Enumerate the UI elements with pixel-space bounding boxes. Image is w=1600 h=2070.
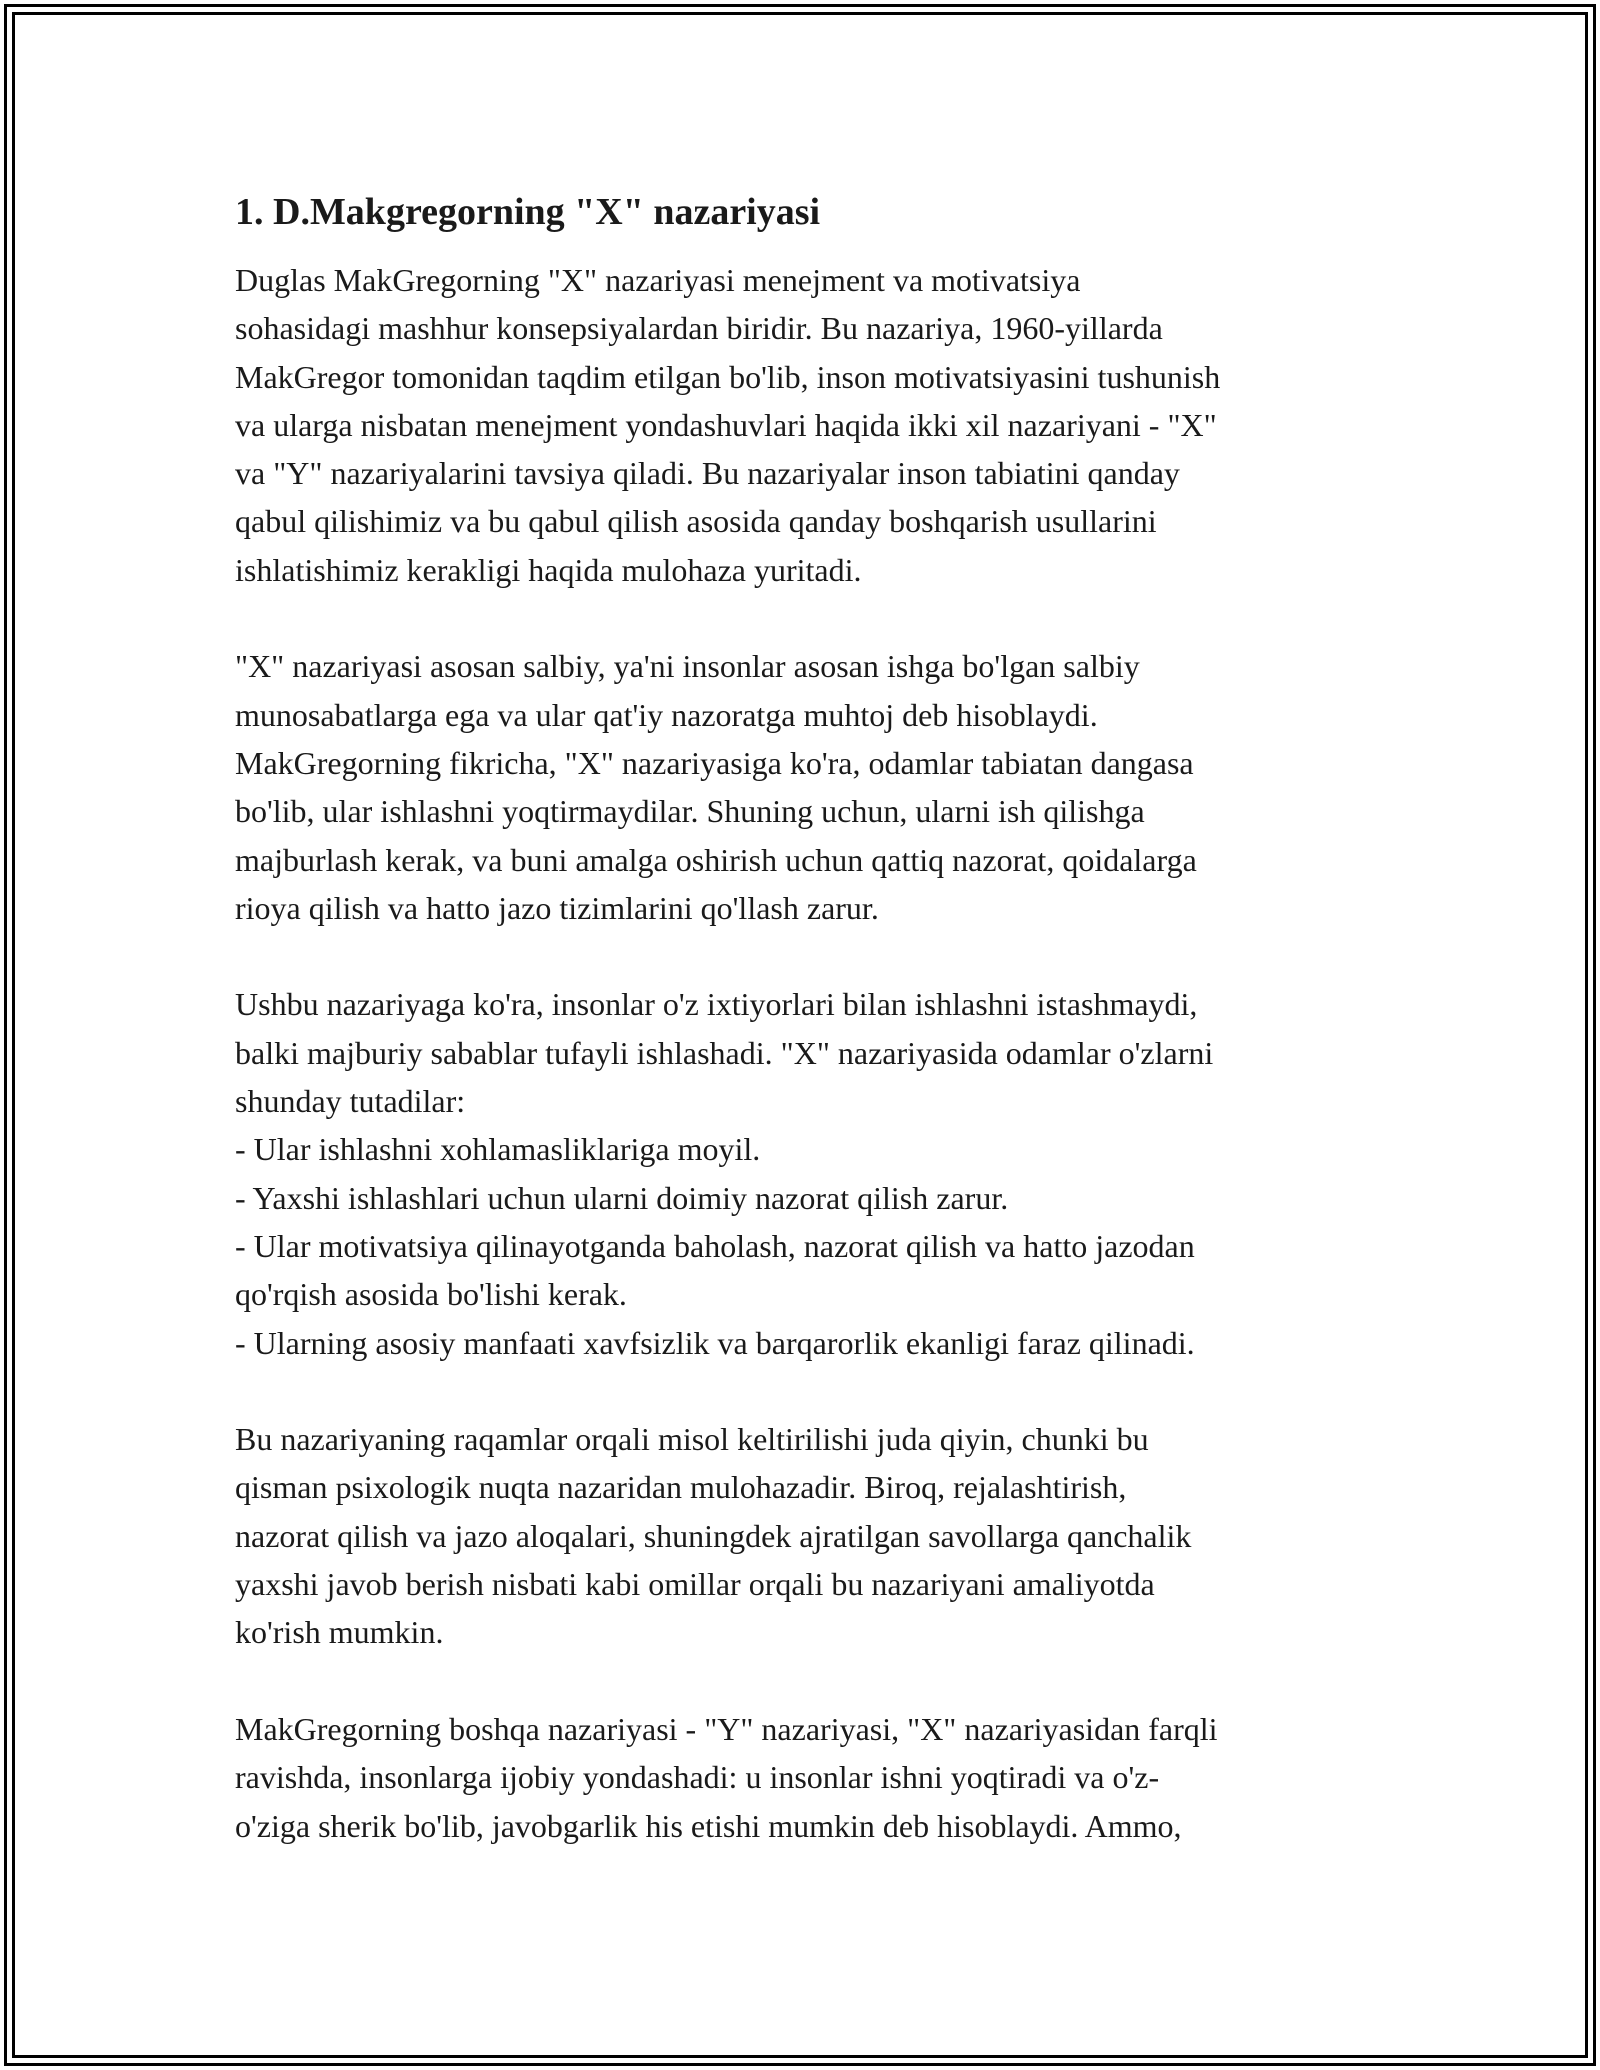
document-heading: 1. D.Makgregorning "X" nazariyasi — [235, 191, 821, 233]
text-line: sohasidagi mashhur konsepsiyalardan biridir. Bu nazariya, 1960-yillarda — [235, 310, 1163, 347]
text-line: nazorat qilish va jazo aloqalari, shuningdek ajratilgan savollarga qanchalik — [235, 1517, 1192, 1554]
text-line: balki majburiy sabablar tufayli ishlashadi. "X" nazariyasida odamlar o'zlarni — [235, 1034, 1214, 1071]
text-line: Bu nazariyaning raqamlar orqali misol keltirilishi juda qiyin, chunki bu — [235, 1421, 1149, 1458]
text-line: ravishda, insonlarga ijobiy yondashadi: u insonlar ishni yoqtiradi va o'z- — [235, 1759, 1160, 1796]
text-line: - Ularning asosiy manfaati xavfsizlik va barqarorlik ekanligi faraz qilinadi. — [235, 1324, 1195, 1361]
text-line: qabul qilishimiz va bu qabul qilish asosida qanday boshqarish usullarini — [235, 503, 1157, 540]
text-line: majburlash kerak, va buni amalga oshirish uchun qattiq nazorat, qoidalarga — [235, 841, 1197, 878]
text-line: qisman psixologik nuqta nazaridan mulohazadir. Biroq, rejalashtirish, — [235, 1469, 1127, 1506]
text-line: - Ular ishlashni xohlamasliklariga moyil. — [235, 1131, 761, 1168]
text-line: MakGregorning boshqa nazariyasi - "Y" nazariyasi, "X" nazariyasidan farqli — [235, 1710, 1218, 1747]
text-line: shunday tutadilar: — [235, 1083, 466, 1120]
document-body — [235, 186, 1370, 1898]
paragraph — [235, 1705, 1370, 1850]
text-line: bo'lib, ular ishlashni yoqtirmaydilar. Shuning uchun, ularni ish qilishga — [235, 793, 1145, 830]
text-line: ishlatishimiz kerakligi haqida mulohaza yuritadi. — [235, 551, 862, 588]
text-line: "X" nazariyasi asosan salbiy, ya'ni insonlar asosan ishga bo'lgan salbiy — [235, 648, 1140, 685]
text-line: MakGregorning fikricha, "X" nazariyasiga ko'ra, odamlar tabiatan dangasa — [235, 744, 1194, 781]
text-line: munosabatlarga ega va ular qat'iy nazoratga muhtoj deb hisoblaydi. — [235, 696, 1098, 733]
text-line: MakGregor tomonidan taqdim etilgan bo'lib, inson motivatsiyasini tushunish — [235, 358, 1221, 395]
text-line: qo'rqish asosida bo'lishi kerak. — [235, 1276, 627, 1313]
text-line: va ularga nisbatan menejment yondashuvlari haqida ikki xil nazariyani - "X" — [235, 406, 1217, 443]
paragraph — [235, 1415, 1370, 1656]
paragraph — [235, 980, 1370, 1366]
text-line: yaxshi javob berish nisbati kabi omillar orqali bu nazariyani amaliyotda — [235, 1566, 1155, 1603]
text-line: o'ziga sherik bo'lib, javobgarlik his etishi mumkin deb hisoblaydi. Ammo, — [235, 1807, 1182, 1844]
text-line: - Yaxshi ishlashlari uchun ularni doimiy nazorat qilish zarur. — [235, 1179, 1009, 1216]
text-line: ko'rish mumkin. — [235, 1614, 444, 1651]
text-line: - Ular motivatsiya qilinayotganda baholash, nazorat qilish va hatto jazodan — [235, 1227, 1195, 1264]
paragraph — [235, 256, 1370, 594]
text-line: Ushbu nazariyaga ko'ra, insonlar o'z ixtiyorlari bilan ishlashni istashmaydi, — [235, 986, 1198, 1023]
paragraph-container — [235, 256, 1370, 1850]
text-line: va "Y" nazariyalarini tavsiya qiladi. Bu nazariyalar inson tabiatini qanday — [235, 455, 1180, 492]
text-line: rioya qilish va hatto jazo tizimlarini qo'llash zarur. — [235, 889, 879, 926]
text-line: Duglas MakGregorning "X" nazariyasi menejment va motivatsiya — [235, 262, 1081, 298]
paragraph — [235, 642, 1370, 932]
